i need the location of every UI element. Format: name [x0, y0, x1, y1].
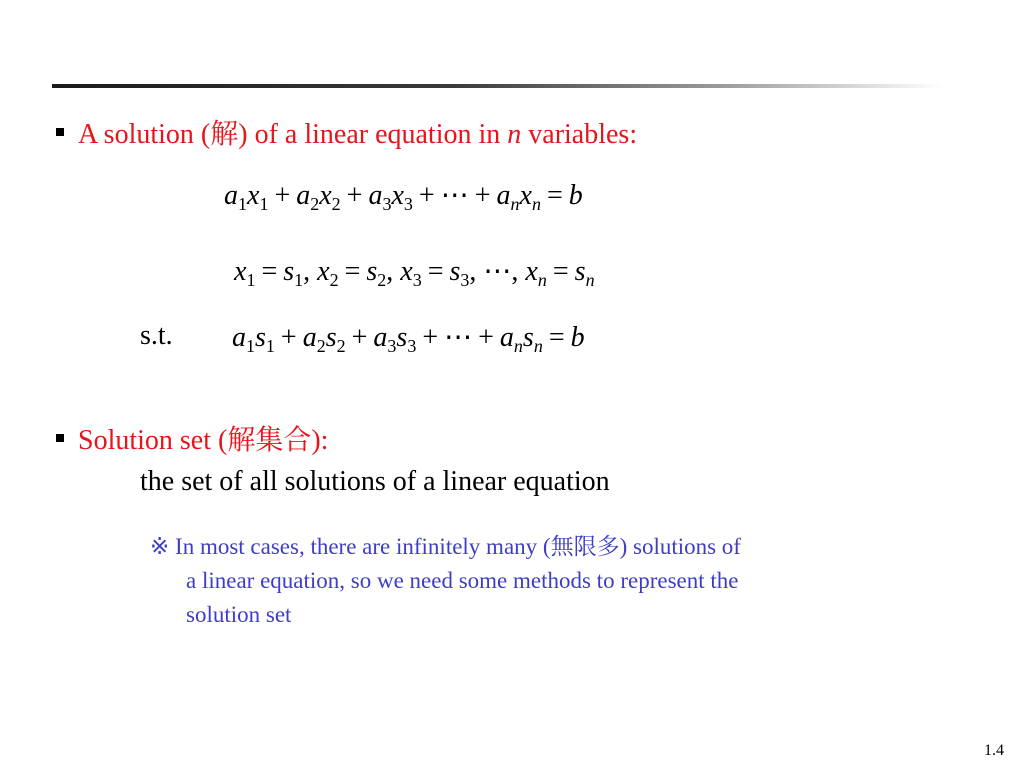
linear-equation: $a_1x_1 + a_2x_2 + a_3x_3$ + ⋯ + $a_nx_n = b$ — [224, 180, 583, 214]
heading-text-suffix: variables: — [521, 119, 638, 150]
bullet-square-icon — [56, 434, 64, 442]
heading-text-middle: ) of a linear equation in — [238, 119, 508, 150]
heading-variable-n: n — [507, 119, 522, 150]
solution-set-suffix: ): — [311, 425, 329, 456]
solution-set-definition: the set of all solutions of a linear equation — [140, 466, 610, 497]
note-line1-cjk: 無限多 — [550, 534, 620, 559]
such-that-label: s.t. — [140, 320, 173, 351]
bullet-square-icon — [56, 128, 64, 136]
heading-cjk: 解 — [210, 119, 239, 150]
solution-set-cjk: 解集合 — [227, 425, 312, 456]
heading-text-prefix: A solution ( — [78, 119, 211, 150]
solution-set-heading — [78, 418, 328, 458]
page-number: 1.4 — [984, 742, 1004, 759]
solution-set-label: Solution set ( — [78, 425, 228, 456]
note-line3: solution set — [186, 602, 292, 627]
note-line2: a linear equation, so we need some methods to represent the — [186, 568, 739, 593]
note-line1-pre: In most cases, there are infinitely many ( — [169, 534, 551, 559]
reference-mark-icon: ※ — [150, 534, 170, 559]
title-rule — [52, 84, 942, 88]
solution-assignment: $x_1 = s_1$, $x_2 = s_2$, $x_3 = s_3$, ⋯, $x_n = s_n$ — [234, 256, 595, 290]
note-line1-post: ) solutions of — [619, 534, 741, 559]
substituted-equation: $a_1s_1 + a_2s_2 + a_3s_3$ + ⋯ + $a_ns_n = b$ — [232, 322, 585, 356]
note-block — [150, 530, 741, 632]
solution-heading — [78, 112, 637, 152]
